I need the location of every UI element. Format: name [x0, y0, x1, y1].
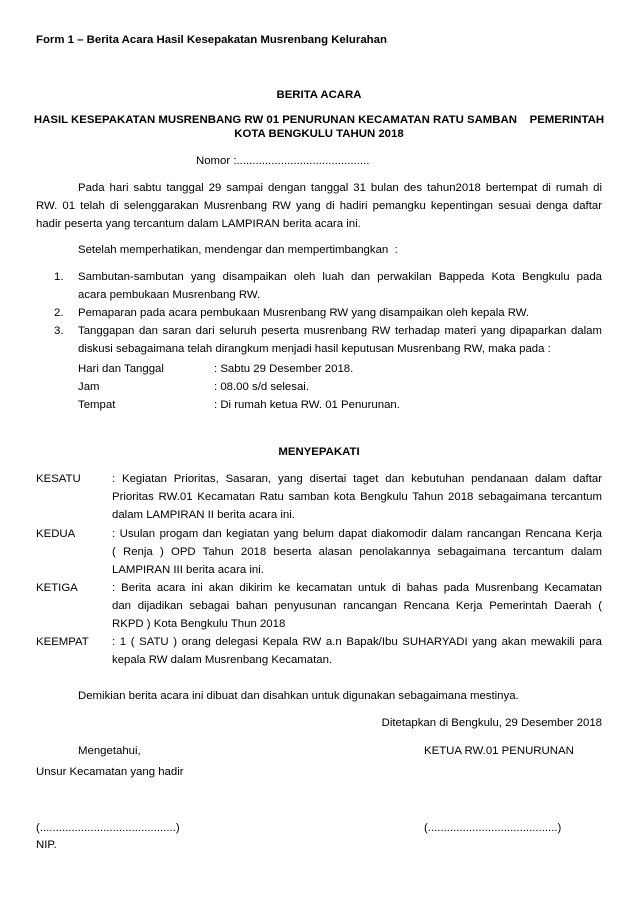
list-item-3-line-2: diskusi sebagaimana telah dirangkum menjadi hasil keputusan Musrenbang RW, maka pada :	[78, 343, 551, 355]
decision-key-keempat: KEEMPAT	[36, 636, 89, 648]
schedule-value-day: : Sabtu 29 Desember 2018.	[214, 363, 354, 375]
schedule-value-place: : Di rumah ketua RW. 01 Penurunan.	[214, 399, 400, 411]
decision-kesatu-line-2: Prioritas RW.01 Kecamatan Ratu samban kota Bengkulu Tahun 2018 sebagaimana tercantum	[112, 491, 602, 503]
opening-line-2: RW. 01 telah di selenggarakan Musrenbang RW yang di hadiri pemangku kepentingan sesuai denga daftar	[36, 200, 602, 212]
decision-keempat-line-1: : 1 ( SATU ) orang delegasi Kepala RW a.n Bapak/Ibu SUHARYADI yang akan mewakili para	[112, 636, 602, 648]
schedule-label-place: Tempat	[78, 399, 116, 411]
list-item-3-line-1: Tanggapan dan saran dari seluruh peserta musrenbang RW terhadap materi yang dipaparkan dalam	[78, 325, 602, 337]
signature-right-blank: (.........................................)	[424, 822, 562, 834]
closing-statement: Demikian berita acara ini dibuat dan disahkan untuk digunakan sebagaimana mestinya.	[78, 690, 519, 702]
list-item-number: 1.	[54, 271, 64, 283]
list-item-1-line-2: acara pembukaan Musrenbang RW.	[78, 289, 261, 301]
agree-heading: MENYEPAKATI	[278, 446, 360, 458]
nomor-line: Nomor :..........................................	[196, 155, 370, 167]
schedule-label-day: Hari dan Tanggal	[78, 363, 164, 375]
decision-key-kesatu: KESATU	[36, 473, 81, 485]
decision-ketiga-line-3: RKPD ) Kota Bengkulu Thun 2018	[112, 618, 286, 630]
opening-line-1: Pada hari sabtu tanggal 29 sampai dengan tanggal 31 bulan des tahun2018 bertempat di rumah di	[78, 182, 602, 194]
schedule-value-time: : 08.00 s/d selesai.	[214, 381, 309, 393]
signature-left-blank: (...........................................)	[36, 822, 180, 834]
schedule-label-time: Jam	[78, 381, 100, 393]
list-item-2-line-1: Pemaparan pada acara pembukaan Musrenbang RW yang disampaikan oleh kepala RW.	[78, 307, 530, 319]
decision-kedua-line-3: LAMPIRAN III berita acara ini.	[112, 564, 264, 576]
signature-right-title: KETUA RW.01 PENURUNAN	[424, 745, 574, 757]
opening-line-3: hadir peserta yang tercantum dalam LAMPIRAN berita acara ini.	[36, 218, 361, 230]
decision-key-kedua: KEDUA	[36, 528, 76, 540]
list-item-1-line-1: Sambutan-sambutan yang disampaikan oleh luah dan perwakilan Bappeda Kota Bengkulu pada	[78, 271, 602, 283]
decision-ketiga-line-1: : Berita acara ini akan dikirim ke kecamatan untuk di bahas pada Musrenbang Kecamatan	[112, 582, 602, 594]
decision-kesatu-line-1: : Kegiatan Prioritas, Sasaran, yang disertai taget dan kebutuhan pendanaan dalam daftar	[112, 473, 602, 485]
document-heading: BERITA ACARA	[276, 89, 362, 101]
decision-kedua-line-1: : Usulan progam dan kegiatan yang belum dapat diakomodir dalam rancangan Rencana Kerja	[112, 528, 602, 540]
document-subheading-line1: HASIL KESEPAKATAN MUSRENBANG RW 01 PENURUNAN KECAMATAN RATU SAMBAN PEMERINTAH	[33, 114, 605, 126]
place-date: Ditetapkan di Bengkulu, 29 Desember 2018	[381, 717, 602, 729]
decision-ketiga-line-2: dan dijadikan sebagai bahan penyusunan rancangan Rencana Kerja Pemerintah Daerah (	[112, 600, 602, 612]
list-item-number: 2.	[54, 307, 64, 319]
document-subheading-line2: KOTA BENGKULU TAHUN 2018	[234, 128, 404, 140]
consideration-line: Setelah memperhatikan, mendengar dan mempertimbangkan :	[78, 244, 398, 256]
decision-kedua-line-2: ( Renja ) OPD Tahun 2018 beserta alasan penolakannya sebagaimana tercantum dalam	[112, 546, 602, 558]
decision-key-ketiga: KETIGA	[36, 582, 78, 594]
decision-kesatu-line-3: dalam LAMPIRAN II berita acara ini.	[112, 509, 295, 521]
signature-left-title: Mengetahui,	[78, 745, 141, 757]
signature-nip: NIP.	[36, 839, 57, 851]
form-title: Form 1 – Berita Acara Hasil Kesepakatan Musrenbang Kelurahan	[36, 34, 387, 46]
list-item-number: 3.	[54, 325, 64, 337]
decision-keempat-line-2: kepala RW dalam Musrenbang Kecamatan.	[112, 654, 333, 666]
signature-left-subtitle: Unsur Kecamatan yang hadir	[36, 766, 184, 778]
